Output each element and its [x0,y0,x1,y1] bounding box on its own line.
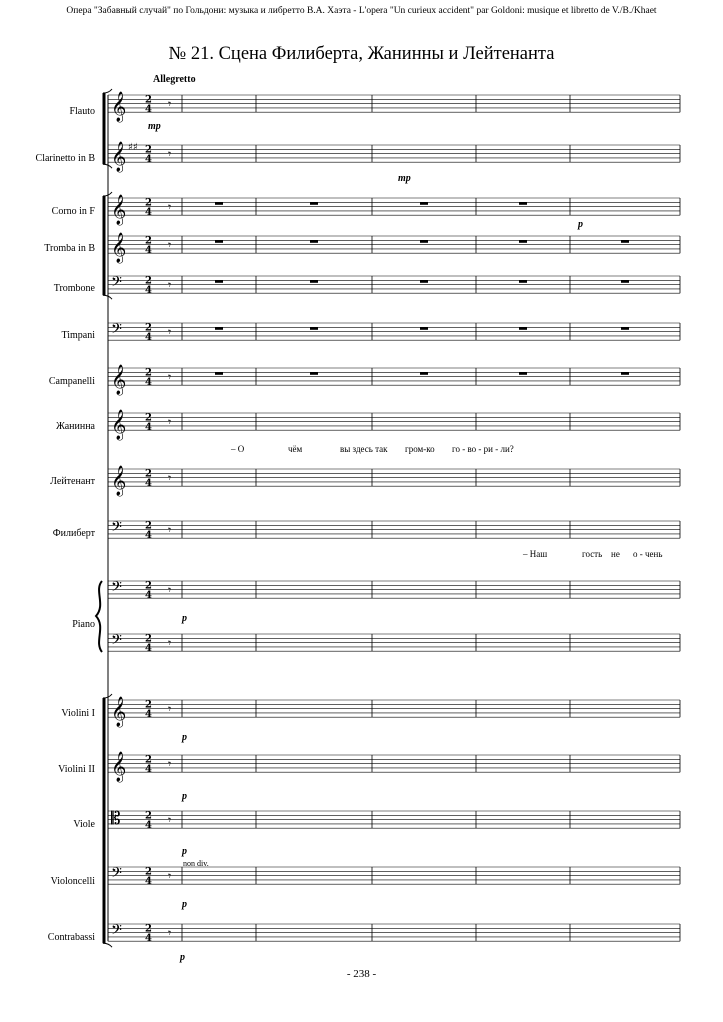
whole-rest [215,202,223,205]
time-signature-bottom: 4 [145,643,152,655]
rest-icon: 𝄾 [168,868,172,883]
bass-clef-icon: 𝄢 [111,631,122,652]
time-signature-top: 2 [145,322,152,334]
dynamic-contrabassi: p [180,952,185,963]
whole-rest [215,240,223,243]
time-signature-bottom: 4 [145,245,152,257]
label-violini2: Violini II [58,764,95,775]
label-viole: Viole [73,819,95,830]
rest-icon: 𝄾 [168,324,172,339]
rest-icon: 𝄾 [168,701,172,716]
whole-rest [519,327,527,330]
treble-clef-icon: 𝄞 [111,195,127,226]
label-contrabassi: Contrabassi [47,932,95,943]
time-signature-top: 2 [145,520,152,532]
whole-rest [519,372,527,375]
label-corno: Corno in F [51,206,95,217]
lyric-filibert-3: не [611,549,620,559]
whole-rest [310,240,318,243]
time-signature-top: 2 [145,412,152,424]
bass-clef-icon: 𝄢 [111,864,122,885]
label-filibert: Филиберт [52,528,95,539]
lyric-filibert-1: – Наш [523,549,548,559]
treble-clef-icon: 𝄞 [111,752,127,783]
label-leitenant: Лейтенант [50,476,95,487]
treble-clef-icon: 𝄞 [111,233,127,264]
dynamic-violoncelli: p [182,899,187,910]
bass-clef-icon: 𝄢 [111,518,122,539]
lyric-zhaninna-1: – О [231,444,245,454]
time-signature-top: 2 [145,468,152,480]
sharp-icon: ♯♯ [128,142,138,154]
treble-clef-icon: 𝄞 [111,142,127,173]
time-signature-bottom: 4 [145,820,152,832]
label-flauto: Flauto [69,106,95,117]
time-signature-bottom: 4 [145,478,152,490]
lyric-zhaninna-4: гром-ко [405,444,435,454]
rest-icon: 𝄾 [168,582,172,597]
label-zhaninna: Жанинна [56,421,95,432]
time-signature-bottom: 4 [145,104,152,116]
whole-rest [215,327,223,330]
time-signature-top: 2 [145,275,152,287]
label-timpani: Timpani [61,330,95,341]
label-clarinetto: Clarinetto in B [35,153,95,164]
label-violoncelli: Violoncelli [50,876,95,887]
treble-clef-icon: 𝄞 [111,697,127,728]
rest-icon: 𝄾 [168,199,172,214]
lyric-zhaninna-2: чём [288,444,303,454]
piano-brace [96,581,102,652]
time-signature-bottom: 4 [145,764,152,776]
dynamic-flauto: mp [148,121,161,132]
bass-clef-icon: 𝄢 [111,273,122,294]
rest-icon: 𝄾 [168,96,172,111]
rest-icon: 𝄾 [168,237,172,252]
time-signature-top: 2 [145,633,152,645]
whole-rest [310,202,318,205]
rest-icon: 𝄾 [168,522,172,537]
rest-icon: 𝄾 [168,756,172,771]
time-signature-bottom: 4 [145,332,152,344]
rest-icon: 𝄾 [168,812,172,827]
time-signature-bottom: 4 [145,933,152,945]
time-signature-bottom: 4 [145,709,152,721]
rest-icon: 𝄾 [168,925,172,940]
time-signature-top: 2 [145,144,152,156]
whole-rest [420,372,428,375]
time-signature-bottom: 4 [145,154,152,166]
alto-clef-icon: 𝄡 [111,808,121,829]
treble-clef-icon: 𝄞 [111,466,127,497]
rest-icon: 𝄾 [168,369,172,384]
treble-clef-icon: 𝄞 [111,410,127,441]
treble-clef-icon: 𝄞 [111,365,127,396]
time-signature-top: 2 [145,367,152,379]
time-signature-bottom: 4 [145,590,152,602]
lyric-filibert-4: о - чень [633,549,663,559]
rest-icon: 𝄾 [168,470,172,485]
time-signature-top: 2 [145,866,152,878]
bass-clef-icon: 𝄢 [111,921,122,942]
tempo-marking: Allegretto [153,74,196,85]
time-signature-bottom: 4 [145,422,152,434]
dynamic-clarinetto: mp [398,173,411,184]
time-signature-top: 2 [145,235,152,247]
rest-icon: 𝄾 [168,635,172,650]
rest-icon: 𝄾 [168,414,172,429]
whole-rest [621,372,629,375]
dynamic-viole: p [182,846,187,857]
dynamic-corno: p [578,219,583,230]
whole-rest [420,280,428,283]
page-header: Опера "Забавный случай" по Гольдони: музыка и либретто В.А. Хаэта - L'opera "Un curieux accident" par Goldoni: musique et libretto de V./B./Khaet [66,6,657,16]
time-signature-bottom: 4 [145,207,152,219]
bass-clef-icon: 𝄢 [111,320,122,341]
whole-rest [310,327,318,330]
time-signature-bottom: 4 [145,530,152,542]
rest-icon: 𝄾 [168,277,172,292]
whole-rest [519,202,527,205]
lyric-zhaninna-3: вы здесь так [340,444,388,454]
time-signature-top: 2 [145,699,152,711]
whole-rest [519,280,527,283]
dynamic-violini1: p [182,732,187,743]
time-signature-bottom: 4 [145,876,152,888]
time-signature-top: 2 [145,580,152,592]
bass-clef-icon: 𝄢 [111,578,122,599]
time-signature-bottom: 4 [145,285,152,297]
time-signature-top: 2 [145,197,152,209]
whole-rest [420,240,428,243]
treble-clef-icon: 𝄞 [111,92,127,123]
whole-rest [621,280,629,283]
page-number: - 238 - [346,968,377,980]
label-violini1: Violini I [61,708,95,719]
label-piano: Piano [72,619,95,630]
label-campanelli: Campanelli [48,376,95,387]
dynamic-piano: p [182,613,187,624]
whole-rest [420,202,428,205]
time-signature-bottom: 4 [145,377,152,389]
label-tromba: Tromba in B [44,243,95,254]
whole-rest [310,372,318,375]
lyric-zhaninna-5: го - во - ри - ли? [452,444,514,454]
rest-icon: 𝄾 [168,146,172,161]
time-signature-top: 2 [145,810,152,822]
whole-rest [215,280,223,283]
lyric-filibert-2: гость [582,549,603,559]
time-signature-top: 2 [145,923,152,935]
whole-rest [621,327,629,330]
bracket-hook [103,943,112,947]
annotation-non-div: non div. [183,859,209,868]
label-trombone: Trombone [53,283,95,294]
time-signature-top: 2 [145,754,152,766]
time-signature-top: 2 [145,94,152,106]
whole-rest [310,280,318,283]
page-title: № 21. Сцена Филиберта, Жанинны и Лейтенанта [168,44,555,64]
whole-rest [519,240,527,243]
whole-rest [420,327,428,330]
dynamic-violini2: p [182,791,187,802]
whole-rest [621,240,629,243]
whole-rest [215,372,223,375]
